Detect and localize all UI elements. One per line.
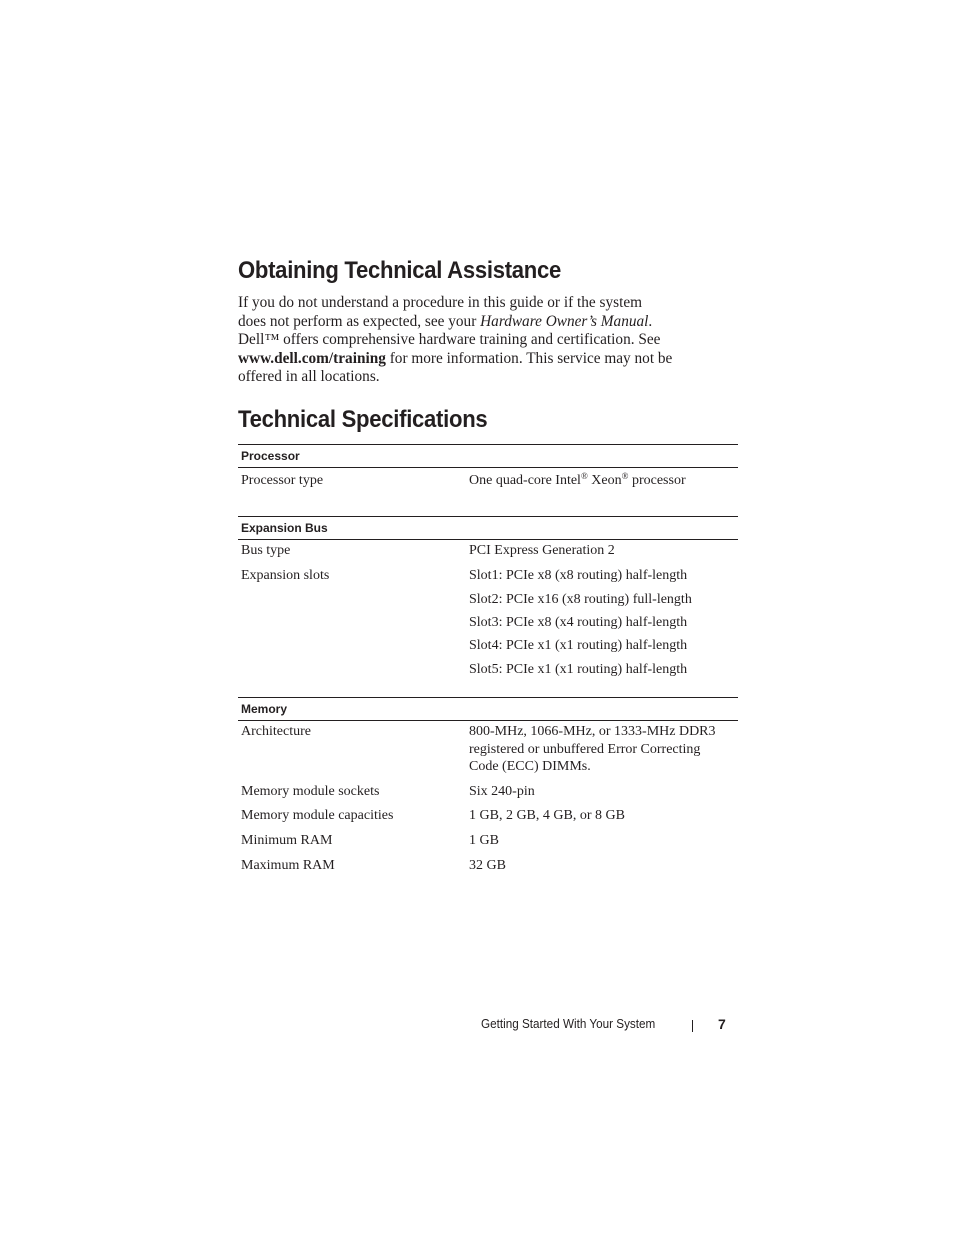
training-link[interactable]: www.dell.com/training [238, 349, 386, 367]
row-value [469, 472, 734, 490]
value-text: processor [628, 473, 686, 488]
value-text: Xeon [587, 473, 622, 488]
heading-technical-specifications: Technical Specifications [238, 406, 488, 433]
row-value: 32 GB [469, 858, 506, 873]
row-label: Bus type [241, 543, 291, 558]
paragraph-text: If you do not understand a procedure in this guide or if the system [238, 294, 643, 311]
section-processor [238, 444, 738, 516]
section-header: Expansion Bus [238, 516, 738, 540]
manual-title: Hardware Owner’s Manual [480, 312, 649, 330]
row-label: Expansion slots [241, 568, 330, 583]
page-footer [0, 1016, 954, 1036]
paragraph-text: Dell™ offers comprehensive hardware training and certification. See [238, 331, 661, 349]
specifications-table [238, 444, 738, 887]
registered-mark: ® [580, 471, 588, 481]
assistance-paragraph [238, 294, 708, 387]
row-value: Slot1: PCIe x8 (x8 routing) half-length [469, 568, 688, 583]
row-label: Processor type [241, 473, 324, 488]
section-header: Processor [238, 444, 738, 468]
section-header: Memory [238, 697, 738, 721]
paragraph-text: offered in all locations. [238, 368, 380, 386]
paragraph-line [238, 294, 708, 313]
row-value: Slot2: PCIe x16 (x8 routing) full-length [469, 592, 692, 607]
section-memory [238, 697, 738, 887]
paragraph-line [238, 313, 708, 332]
row-value [469, 723, 734, 776]
footer-title: Getting Started With Your System [481, 1016, 656, 1031]
row-value: Slot5: PCIe x1 (x1 routing) half-length [469, 662, 688, 677]
paragraph-text: for more information. This service may not be [385, 349, 673, 367]
row-value: PCI Express Generation 2 [469, 543, 615, 558]
value-line: Code (ECC) DIMMs. [469, 759, 591, 774]
row-value: 1 GB, 2 GB, 4 GB, or 8 GB [469, 808, 625, 823]
value-line: 800-MHz, 1066-MHz, or 1333-MHz DDR3 [469, 724, 716, 739]
registered-mark: ® [621, 471, 629, 481]
row-value: Six 240-pin [469, 784, 535, 799]
paragraph-text: . [648, 312, 653, 330]
row-value: Slot3: PCIe x8 (x4 routing) half-length [469, 615, 688, 630]
row-label: Memory module sockets [241, 784, 380, 799]
footer-divider [692, 1020, 693, 1032]
row-value: 1 GB [469, 833, 499, 848]
heading-obtaining-technical-assistance: Obtaining Technical Assistance [238, 257, 562, 284]
row-label: Maximum RAM [241, 858, 335, 873]
paragraph-line [238, 368, 708, 387]
row-label: Architecture [241, 724, 311, 739]
paragraph-line [238, 350, 708, 369]
row-label: Memory module capacities [241, 808, 394, 823]
row-value: Slot4: PCIe x1 (x1 routing) half-length [469, 638, 688, 653]
paragraph-text: does not perform as expected, see your [238, 312, 481, 330]
row-label: Minimum RAM [241, 833, 333, 848]
value-line: registered or unbuffered Error Correcting [469, 741, 701, 757]
paragraph-line [238, 331, 708, 350]
value-text: One quad-core Intel [469, 473, 581, 488]
section-expansion-bus [238, 516, 738, 697]
page-number: 7 [718, 1016, 726, 1032]
